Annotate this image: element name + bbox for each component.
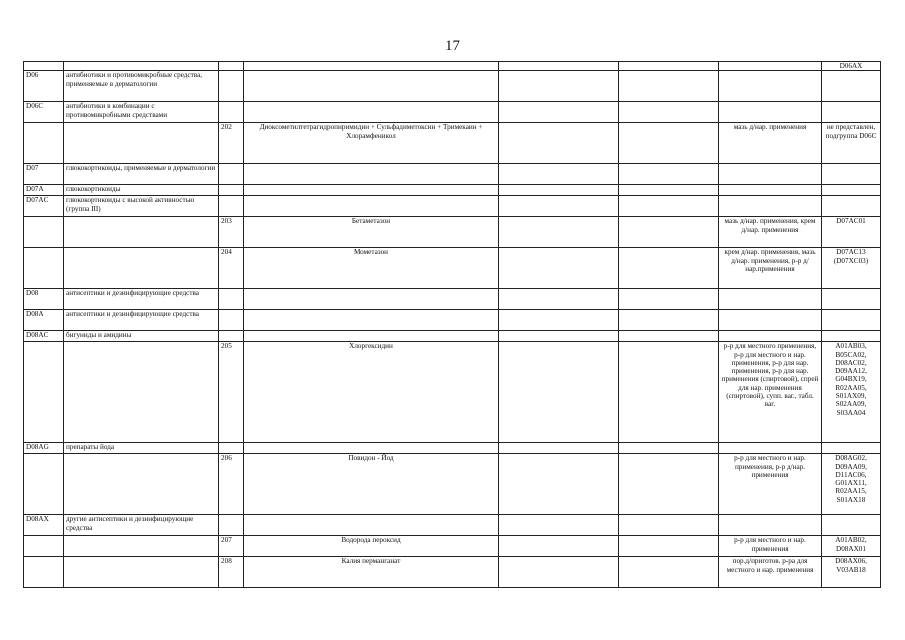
dosage-form-cell: мазь д/нар. применения, крем д/нар. применения (719, 217, 822, 248)
empty-cell (499, 342, 619, 443)
table-row (24, 310, 881, 331)
row-number-cell: 204 (219, 248, 244, 289)
atc-group-code-cell: D08AC (24, 331, 64, 342)
empty-cell (499, 62, 619, 71)
table-row (24, 331, 881, 342)
atc-group-code-cell: D06C (24, 102, 64, 123)
atc-code-cell: D07AC01 (822, 217, 881, 248)
drug-name-cell: Диоксометилтетрагидропиримидин + Сульфадиметоксин + Тримекаин + Хлорамфеникол (244, 123, 499, 164)
drug-name-cell (244, 443, 499, 454)
empty-cell (619, 515, 719, 536)
table-row (24, 217, 881, 248)
dosage-form-cell: р-р для местного и нар. применения (719, 536, 822, 557)
empty-cell (619, 454, 719, 515)
dosage-form-cell (719, 71, 822, 102)
dosage-form-cell: крем д/нар. применения, мазь д/нар. применения, р-р д/нар.применения (719, 248, 822, 289)
dosage-form-cell (719, 102, 822, 123)
atc-group-name-cell (64, 342, 219, 443)
atc-group-code-cell (24, 62, 64, 71)
dosage-form-cell (719, 185, 822, 196)
row-number-cell: 208 (219, 557, 244, 588)
drug-name-cell (244, 71, 499, 102)
empty-cell (499, 289, 619, 310)
atc-group-name-cell: другие антисептики и дезинфицирующие средства (64, 515, 219, 536)
drug-name-cell: Калия перманганат (244, 557, 499, 588)
empty-cell (619, 217, 719, 248)
empty-cell (499, 443, 619, 454)
row-number-cell: 206 (219, 454, 244, 515)
drug-name-cell: Бетаметазон (244, 217, 499, 248)
drug-name-cell (244, 185, 499, 196)
dosage-form-cell: мазь д/нар. применения (719, 123, 822, 164)
atc-group-name-cell: бигуниды и амидины (64, 331, 219, 342)
atc-code-cell: A01AB03, B05CA02, D08AC02, D09AA12, G04BX19, R02AA05, S01AX09, S02AA09, S03AA04 (822, 342, 881, 443)
empty-cell (619, 331, 719, 342)
empty-cell (499, 331, 619, 342)
table-row (24, 164, 881, 185)
table-row (24, 342, 881, 443)
dosage-form-cell: пор.д/приготов. р-ра для местного и нар. применения (719, 557, 822, 588)
atc-code-cell: D08AG02, D09AA09, D11AC06, G01AX11, R02AA15, S01AX18 (822, 454, 881, 515)
table-row (24, 71, 881, 102)
atc-group-code-cell: D08AX (24, 515, 64, 536)
dosage-form-cell (719, 196, 822, 217)
drug-name-cell (244, 515, 499, 536)
atc-group-name-cell: антибиотики в комбинации с противомикробными средствами (64, 102, 219, 123)
dosage-form-cell (719, 515, 822, 536)
row-number-cell (219, 443, 244, 454)
empty-cell (619, 164, 719, 185)
dosage-form-cell (719, 331, 822, 342)
table-row (24, 515, 881, 536)
empty-cell (619, 248, 719, 289)
row-number-cell (219, 331, 244, 342)
empty-cell (619, 310, 719, 331)
empty-cell (499, 248, 619, 289)
atc-code-cell (822, 310, 881, 331)
row-number-cell (219, 62, 244, 71)
empty-cell (499, 196, 619, 217)
atc-group-code-cell (24, 217, 64, 248)
dosage-form-cell (719, 62, 822, 71)
atc-group-name-cell (64, 454, 219, 515)
row-number-cell: 207 (219, 536, 244, 557)
empty-cell (619, 557, 719, 588)
drug-name-cell (244, 102, 499, 123)
table-row (24, 557, 881, 588)
atc-group-name-cell (64, 536, 219, 557)
row-number-cell (219, 164, 244, 185)
row-number-cell: 205 (219, 342, 244, 443)
page-number: 17 (445, 38, 460, 54)
empty-cell (619, 102, 719, 123)
drug-name-cell (244, 62, 499, 71)
empty-cell (499, 515, 619, 536)
atc-group-code-cell: D08A (24, 310, 64, 331)
drug-name-cell (244, 331, 499, 342)
empty-cell (619, 123, 719, 164)
atc-code-cell (822, 515, 881, 536)
table-row (24, 443, 881, 454)
row-number-cell (219, 102, 244, 123)
atc-code-cell (822, 71, 881, 102)
atc-group-name-cell: антибиотики и противомикробные средства, применяемые в дерматологии (64, 71, 219, 102)
empty-cell (619, 536, 719, 557)
row-number-cell (219, 289, 244, 310)
atc-code-cell (822, 443, 881, 454)
atc-group-name-cell (64, 557, 219, 588)
atc-group-name-cell (64, 217, 219, 248)
drug-name-cell: Повидон - Йод (244, 454, 499, 515)
atc-group-name-cell: глюкокортикоиды с высокой активностью (группа III) (64, 196, 219, 217)
row-number-cell (219, 185, 244, 196)
row-number-cell (219, 196, 244, 217)
atc-group-name-cell (64, 62, 219, 71)
table-row (24, 62, 881, 71)
atc-group-name-cell (64, 123, 219, 164)
empty-cell (619, 185, 719, 196)
empty-cell (499, 185, 619, 196)
drug-name-cell: Водорода пероксид (244, 536, 499, 557)
atc-group-code-cell (24, 248, 64, 289)
empty-cell (619, 289, 719, 310)
empty-cell (619, 62, 719, 71)
empty-cell (499, 71, 619, 102)
row-number-cell (219, 515, 244, 536)
table-row (24, 536, 881, 557)
dosage-form-cell (719, 443, 822, 454)
drug-table (23, 61, 881, 588)
atc-group-code-cell (24, 123, 64, 164)
atc-code-cell (822, 196, 881, 217)
atc-code-cell (822, 164, 881, 185)
empty-cell (499, 536, 619, 557)
empty-cell (619, 196, 719, 217)
atc-group-code-cell: D08 (24, 289, 64, 310)
atc-group-code-cell: D07AC (24, 196, 64, 217)
empty-cell (619, 342, 719, 443)
dosage-form-cell: р-р для местного и нар. применения, р-р д/нар. применения (719, 454, 822, 515)
empty-cell (499, 123, 619, 164)
atc-code-cell: D08AX06, V03AB18 (822, 557, 881, 588)
atc-code-cell (822, 102, 881, 123)
drug-name-cell: Мометазон (244, 248, 499, 289)
table-row (24, 454, 881, 515)
atc-group-name-cell: глюкокортикоиды (64, 185, 219, 196)
table-row (24, 248, 881, 289)
drug-name-cell (244, 289, 499, 310)
atc-group-code-cell (24, 557, 64, 588)
drug-name-cell (244, 310, 499, 331)
atc-group-code-cell: D08AG (24, 443, 64, 454)
empty-cell (619, 71, 719, 102)
atc-group-code-cell (24, 342, 64, 443)
drug-name-cell (244, 164, 499, 185)
dosage-form-cell (719, 310, 822, 331)
atc-code-cell (822, 289, 881, 310)
atc-group-code-cell (24, 454, 64, 515)
atc-group-name-cell: препараты йода (64, 443, 219, 454)
drug-name-cell (244, 196, 499, 217)
atc-code-cell (822, 185, 881, 196)
table-row (24, 123, 881, 164)
row-number-cell: 202 (219, 123, 244, 164)
atc-group-code-cell: D07 (24, 164, 64, 185)
table-row (24, 196, 881, 217)
atc-group-code-cell (24, 536, 64, 557)
drug-name-cell: Хлоргексидин (244, 342, 499, 443)
empty-cell (499, 454, 619, 515)
atc-code-cell (822, 331, 881, 342)
atc-group-name-cell: антисептики и дезинфицирующие средства (64, 310, 219, 331)
empty-cell (499, 102, 619, 123)
atc-code-cell: D07AC13 (D07XC03) (822, 248, 881, 289)
atc-code-cell: A01AB02, D08AX01 (822, 536, 881, 557)
table-row (24, 185, 881, 196)
atc-group-name-cell: антисептики и дезинфицирующие средства (64, 289, 219, 310)
atc-group-name-cell: глюкокортикоиды, применяемые в дерматологии (64, 164, 219, 185)
table-row (24, 102, 881, 123)
empty-cell (499, 557, 619, 588)
empty-cell (499, 164, 619, 185)
atc-group-code-cell: D07A (24, 185, 64, 196)
atc-code-cell: не представлен, подгруппа D06C (822, 123, 881, 164)
empty-cell (619, 443, 719, 454)
atc-group-code-cell: D06 (24, 71, 64, 102)
dosage-form-cell (719, 164, 822, 185)
atc-group-name-cell (64, 248, 219, 289)
row-number-cell: 203 (219, 217, 244, 248)
empty-cell (499, 217, 619, 248)
row-number-cell (219, 310, 244, 331)
dosage-form-cell (719, 289, 822, 310)
atc-code-cell: D06AX (822, 62, 881, 71)
dosage-form-cell: р-р для местного применения, р-р для местного и нар. применения, р-р для нар. применения, р-р для нар. применения (спиртовой), спрей для нар. применения (спиртовой), супп. ваг., табл. ваг. (719, 342, 822, 443)
empty-cell (499, 310, 619, 331)
row-number-cell (219, 71, 244, 102)
table-body (24, 62, 881, 588)
table-row (24, 289, 881, 310)
